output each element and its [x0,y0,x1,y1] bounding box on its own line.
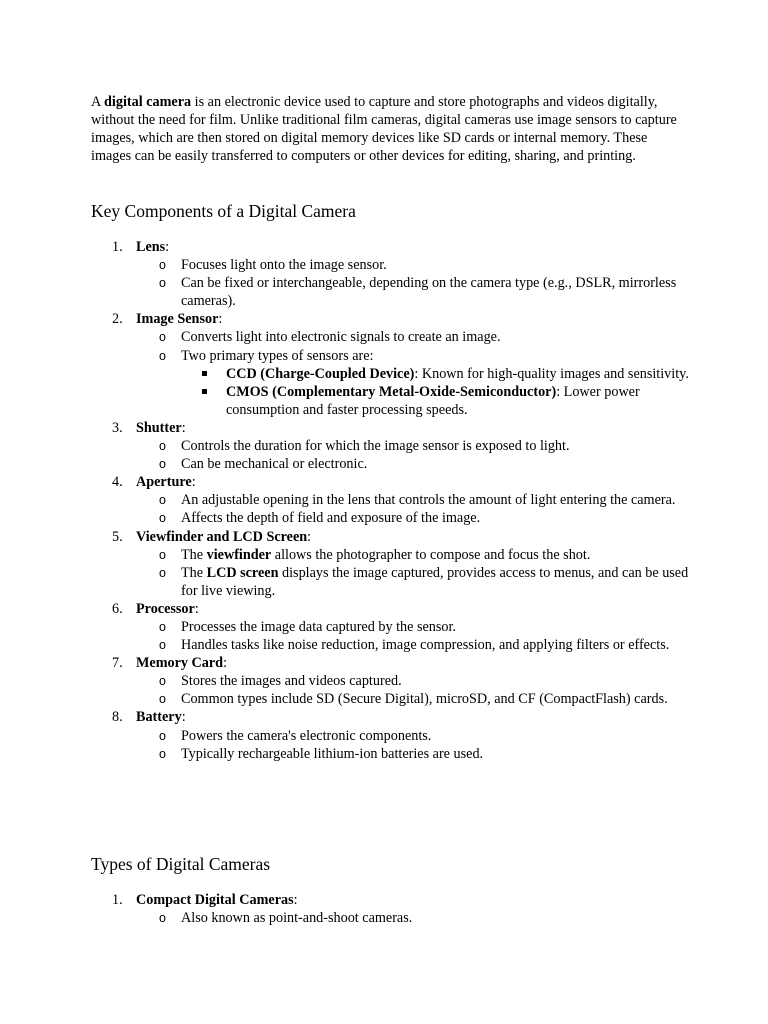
sub-list [136,256,691,310]
sub-list [136,491,691,527]
list-item-image-sensor [91,310,691,419]
sub-list [136,546,691,600]
sub-item-sensor-types [136,347,691,419]
sub-item-pre: The [181,546,207,563]
item-colon: : [181,709,186,726]
sub-list [136,618,691,654]
item-colon: : [218,311,223,328]
sub-item: o Affects the depth of field and exposure of the image. [136,509,691,527]
sensor-desc: : Known for high-quality images and sensitivity. [414,365,689,382]
sub-item: o Handles tasks like noise reduction, image compression, and applying filters or effects. [136,636,691,654]
sub-item: o An adjustable opening in the lens that controls the amount of light entering the camera. [136,491,691,509]
item-title: Shutter [136,419,182,436]
sub-item: o Processes the image data captured by the sensor. [136,618,691,636]
sub-item: o Can be fixed or interchangeable, depending on the camera type (e.g., DSLR, mirrorless cameras). [136,274,691,310]
list-item-aperture [91,473,691,527]
item-title: Viewfinder and LCD Screen [136,528,308,545]
item-colon: : [293,892,298,908]
sub-list [136,672,691,708]
sub-item: o Focuses light onto the image sensor. [136,256,691,274]
item-colon: : [194,600,199,617]
sub-item: o Stores the images and videos captured. [136,672,691,690]
list-number: 1. [112,239,123,255]
list-number: 3. [112,419,123,436]
sensor-term: CMOS (Complementary Metal-Oxide-Semiconductor) [226,383,557,400]
list-number: 4. [112,474,123,491]
item-colon: : [181,419,186,436]
sensor-types-list [181,365,691,419]
sub-item-post: allows the photographer to compose and focus the shot. [271,546,591,563]
sub-item: o Common types include SD (Secure Digital), microSD, and CF (CompactFlash) cards. [136,690,691,708]
list-number: 6. [112,600,123,617]
item-colon: : [307,528,312,545]
sub-item-text: Two primary types of sensors are: [181,347,374,364]
key-components-heading: Key Components of a Digital Camera [91,201,356,221]
item-title: Battery [136,709,182,726]
types-list [91,891,691,927]
list-number: 2. [112,311,123,328]
sensor-type-ccd [181,365,691,383]
sub-item: o Also known as point-and-shoot cameras. [136,909,691,927]
intro-pre-text: A [91,94,105,110]
sub-item [136,564,691,600]
list-number: 8. [112,709,123,726]
list-number: 5. [112,528,123,545]
sub-item: o Can be mechanical or electronic. [136,455,691,473]
sensor-type-cmos [181,383,691,419]
list-number: 1. [112,892,123,908]
types-heading: Types of Digital Cameras [91,854,271,874]
sub-item [136,546,691,564]
intro-post-text: is an electronic device used to capture and store photographs and videos digitally, without the need for film. Unlike traditional film cameras, digital cameras use image sensors to capture images, which are then stored on digital memory devices like SD cards or internal memory. These images can be easily transferred to computers or other devices for editing, sharing, and printing. [91,94,677,164]
sub-item: o Powers the camera's electronic components. [136,727,691,745]
sub-item: o Converts light into electronic signals to create an image. [136,328,691,346]
intro-term: digital camera [104,94,192,110]
item-colon: : [165,239,170,255]
item-colon: : [223,655,228,672]
sensor-term: CCD (Charge-Coupled Device) [226,365,415,382]
sensor-desc: : Lower power consumption and faster processing speeds. [226,383,640,418]
sub-list [136,909,691,927]
intro-paragraph [91,93,681,165]
list-item-lens [91,238,691,310]
item-title: Processor [136,600,195,617]
item-title: Image Sensor [136,311,219,328]
sub-item-term: viewfinder [206,546,272,563]
sub-item-pre: The [181,564,207,581]
sub-list [136,437,691,473]
sub-list [136,328,691,418]
list-item-battery [91,708,691,762]
item-title: Memory Card [136,655,224,672]
sub-item-term: LCD screen [206,564,279,581]
item-title: Lens [136,239,166,255]
sub-list [136,727,691,763]
list-item-shutter [91,419,691,473]
list-item-viewfinder-lcd [91,528,691,600]
list-number: 7. [112,655,123,672]
item-colon: : [191,474,196,491]
item-title: Compact Digital Cameras [136,892,294,908]
sub-item: o Controls the duration for which the image sensor is exposed to light. [136,437,691,455]
sub-item-post: displays the image captured, provides access to menus, and can be used for live viewing. [181,564,689,599]
list-item-memory-card [91,654,691,708]
list-item-compact-cameras [91,891,691,927]
list-item-processor [91,600,691,654]
key-components-list [91,238,691,763]
item-title: Aperture [136,474,192,491]
sub-item: o Typically rechargeable lithium-ion batteries are used. [136,745,691,763]
